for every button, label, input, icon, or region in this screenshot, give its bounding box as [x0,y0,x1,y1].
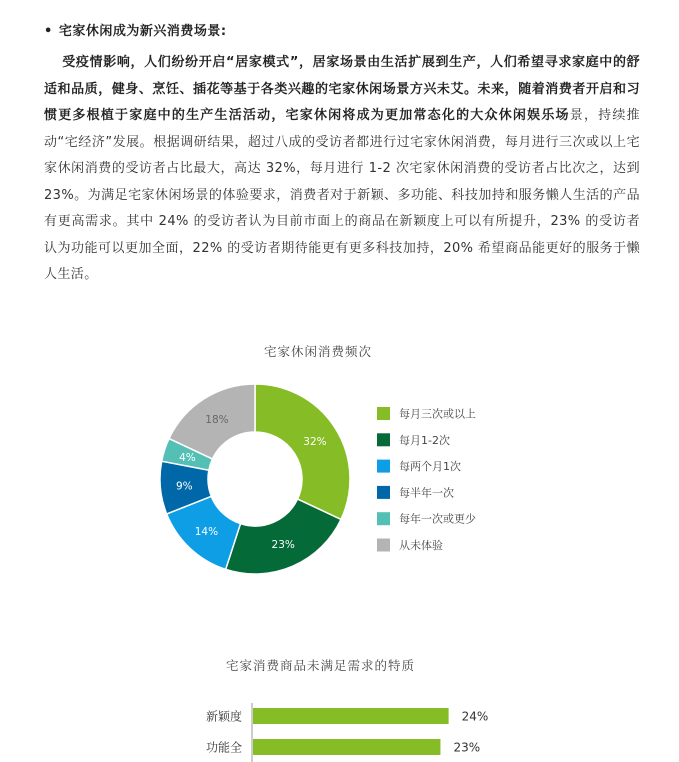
legend-label: 每半年一次 [399,486,454,500]
bar-chart-title: 宅家消费商品未满足需求的特质 [226,658,416,673]
bar-category-label: 功能全 [205,740,242,755]
bar-value-label: 23% [453,740,481,755]
legend-label: 从未体验 [399,539,443,552]
body-rest-text: 景，持续推动“宅经济”发展。根据调研结果，超过八成的受访者都进行过宅家休闲消费，每月进行三次或以上宅家休闲消费的受访者占比最大，高达 32%，每月进行 1-2 次宅家休闲消费的受访者占比次之，达到 23%。为满足宅家休闲场景的体验要求，消费者对于新颖、多功能、科技加持和服务懒人生活的产品有更高需求。其中 24% 的受访者认为目前市面上的商品在新颖度上可以有所提升，23% 的受访者认为功能可以更加全面，22% 的受访者期待能更有更多科技加持，20% 希望商品能更好的服务于懒人生活。 [44,108,640,282]
bar-value-label: 24% [461,709,489,724]
pie-slice-label: 4% [179,452,196,465]
legend-label: 每年一次或更少 [399,512,476,526]
legend-swatch [377,539,390,552]
legend-swatch [377,433,390,446]
bar [253,739,440,755]
bar-category-label: 新颖度 [205,709,242,724]
legend-swatch [377,407,390,420]
section-heading-text: 宅家休闲成为新兴消费场景: [58,24,227,39]
body-lead-text: 受疫情影响，人们纷纷开启“居家模式”，居家场景由生活扩展到生产，人们希望寻求家庭中的舒适和品质，健身、烹饪、插花等基于各类兴趣的宅家休闲场景方兴未艾。未来，随着消费者开启和习惯更多根植于家庭中的生产生活活动，宅家休闲将成为更加常态化的大众休闲娱乐场 [44,55,640,123]
legend-swatch [377,486,390,499]
bar [253,708,449,724]
pie-slice [255,384,350,519]
legend-label: 每月1-2次 [399,433,450,447]
pie-slice-label: 32% [303,435,327,448]
pie-slice-label: 18% [205,414,229,427]
pie-slice-label: 14% [194,525,219,538]
legend-swatch [377,460,390,473]
legend-swatch [377,512,390,525]
pie-slice-label: 23% [271,539,295,552]
legend-label: 每月三次或以上 [399,407,476,421]
legend-label: 每两个月1次 [399,460,461,474]
pie-chart-title: 宅家休闲消费频次 [264,344,373,359]
pie-slice-label: 9% [175,480,193,493]
bullet-icon: • [44,24,53,39]
